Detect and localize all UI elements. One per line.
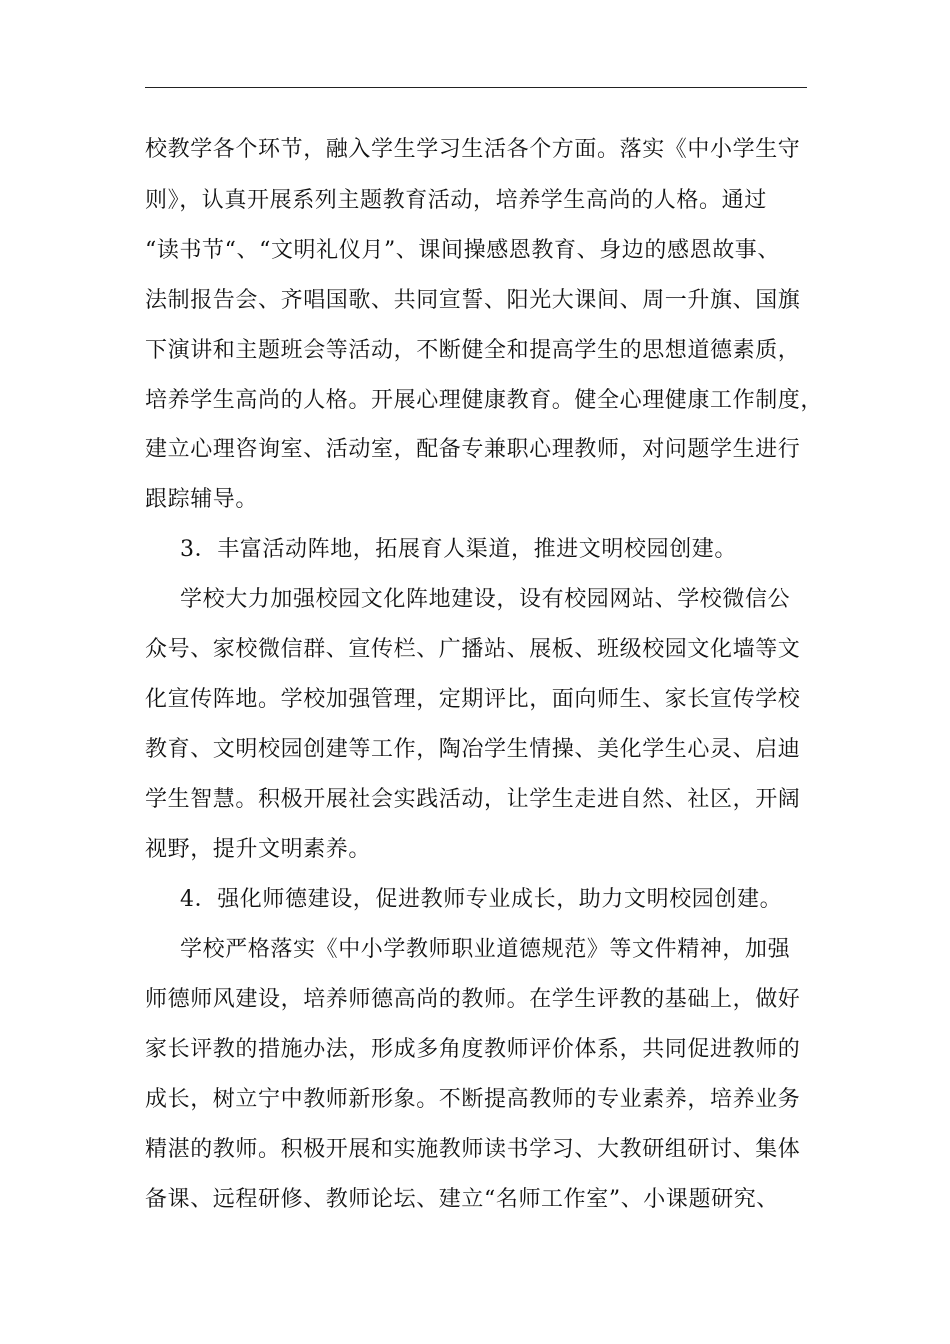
text-line: 教育、文明校园创建等工作，陶冶学生情操、美化学生心灵、启迪 (145, 737, 801, 762)
text-line: 学生智慧。积极开展社会实践活动，让学生走进自然、社区，开阔 (145, 787, 801, 812)
text-line: 师德师风建设，培养师德高尚的教师。在学生评教的基础上，做好 (145, 987, 801, 1012)
section-heading-4: 4．强化师德建设，促进教师专业成长，助力文明校园创建。 (180, 887, 783, 912)
text-line: 法制报告会、齐唱国歌、共同宣誓、阳光大课间、周一升旗、国旗 (145, 288, 801, 313)
text-line: 则》，认真开展系列主题教育活动，培养学生高尚的人格。通过 (145, 188, 767, 213)
text-line: 众号、家校微信群、宣传栏、广播站、展板、班级校园文化墙等文 (145, 637, 801, 662)
header-rule (145, 87, 807, 88)
text-line: 跟踪辅导。 (145, 487, 259, 512)
text-line: 家长评教的措施办法，形成多角度教师评价体系，共同促进教师的 (145, 1037, 801, 1062)
text-line: 校教学各个环节，融入学生学习生活各个方面。落实《中小学生守 (145, 137, 801, 162)
text-line: 培养学生高尚的人格。开展心理健康教育。健全心理健康工作制度， (145, 388, 824, 413)
text-line: 建立心理咨询室、活动室，配备专兼职心理教师，对问题学生进行 (145, 437, 801, 462)
paragraph-first-line: 学校大力加强校园文化阵地建设，设有校园网站、学校微信公 (180, 587, 791, 612)
text-line: 成长，树立宁中教师新形象。不断提高教师的专业素养，培养业务 (145, 1087, 801, 1112)
text-line: 备课、远程研修、教师论坛、建立“名师工作室”、小课题研究、 (145, 1187, 779, 1212)
section-heading-3: 3．丰富活动阵地，拓展育人渠道，推进文明校园创建。 (180, 537, 737, 562)
text-line: 下演讲和主题班会等活动，不断健全和提高学生的思想道德素质， (145, 338, 801, 363)
text-line: 精湛的教师。积极开展和实施教师读书学习、大教研组研讨、集体 (145, 1137, 801, 1162)
text-line: 化宣传阵地。学校加强管理，定期评比，面向师生、家长宣传学校 (145, 687, 801, 712)
paragraph-first-line: 学校严格落实《中小学教师职业道德规范》等文件精神，加强 (180, 937, 791, 962)
text-line: 视野，提升文明素养。 (145, 837, 372, 862)
text-line: “读书节“、“文明礼仪月”、课间操感恩教育、身边的感恩故事、 (145, 238, 780, 263)
